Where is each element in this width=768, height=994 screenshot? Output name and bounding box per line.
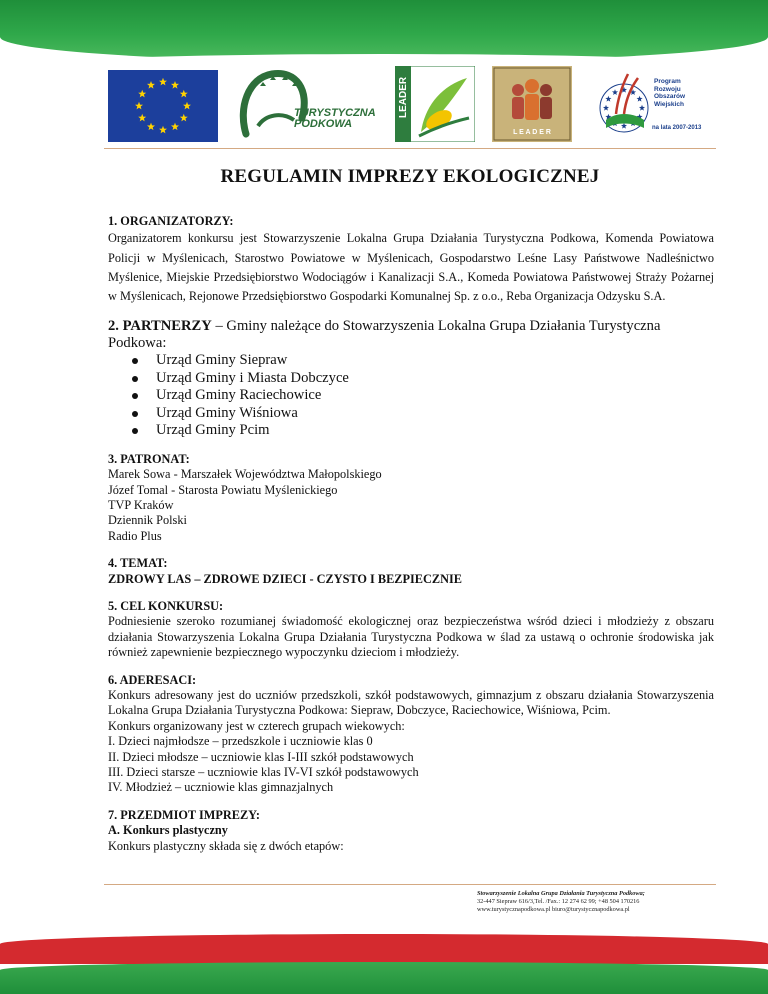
footer-contact: [477, 890, 713, 914]
leader-logo-icon: [395, 66, 475, 142]
subsection-heading: A. Konkurs plastyczny: [108, 823, 228, 838]
section-heading: 1. ORGANIZATORZY:: [108, 214, 234, 228]
footer-address: 32-447 Siepraw 616/3,Tel. /Fax.: 12 274 62 99; +48 504 170216: [477, 898, 640, 905]
list-item: II. Dzieci młodsze – uczniowie klas I-III szkół podstawowych: [108, 749, 414, 764]
list-item: Dziennik Polski: [108, 513, 187, 528]
eu-flag-icon: [108, 70, 218, 142]
section-topic: [108, 556, 714, 587]
section-patronage: [108, 452, 714, 544]
section-addressees: [108, 673, 714, 796]
footer-web: www.turystycznapodkowa.pl biuro@turystycznapodkowa.pl: [477, 906, 630, 913]
bottom-green-band: [0, 962, 768, 994]
partners-intro-text: – Gminy należące do Stowarzyszenia Lokalna Grupa Działania Turystyczna Podkowa:: [108, 318, 661, 352]
section-organizers: [108, 214, 714, 306]
list-item: Konkurs organizowany jest w czterech grupach wiekowych:: [108, 718, 405, 733]
prow-line4: Wiejskich: [654, 100, 684, 108]
header-rule: [104, 148, 716, 149]
section-text: Konkurs plastyczny składa się z dwóch etapów:: [108, 838, 344, 853]
top-green-band: [0, 0, 768, 62]
section-heading: 6. ADERESACI:: [108, 672, 197, 687]
section-heading: 5. CEL KONKURSU:: [108, 598, 224, 613]
prow-line3: Obszarów: [654, 93, 686, 100]
list-item: Urząd Gminy Raciechowice: [132, 387, 714, 405]
section-text: Podniesienie szeroko rozumianej świadomość ekologicznej oraz bezpieczeństwa wśród dzieci i młodzieży z obszaru działania Stowarzyszenia Lokalna Grupa Działania Turystyczna Podkowa w ślad za ustawą o ochronie środowiska jak również zapewnienie bezpiecznego wypoczynku dzieciom i młodzieży.: [108, 614, 714, 660]
document-body: [108, 214, 714, 866]
list-item: Radio Plus: [108, 528, 162, 543]
list-item: Marek Sowa - Marszałek Województwa Małopolskiego: [108, 467, 382, 482]
prow-years: na lata 2007-2013: [652, 125, 702, 131]
section-subject: [108, 808, 714, 854]
list-item: Urząd Gminy Pcim: [132, 422, 714, 440]
logo-strip: [108, 66, 718, 142]
footer-rule: [104, 884, 716, 885]
list-item: Józef Tomal - Starosta Powiatu Myślenickiego: [108, 482, 338, 497]
topic-text: ZDROWY LAS – ZDROWE DZIECI - CZYSTO I BEZPIECZNIE: [108, 571, 462, 586]
section-partners: [108, 318, 714, 440]
list-item: IV. Młodzież – uczniowie klas gimnazjalnych: [108, 780, 334, 795]
list-item: TVP Kraków: [108, 497, 174, 512]
leader-vertical-text: LEADER: [398, 76, 409, 118]
section-text: Organizatorem konkursu jest Stowarzyszenie Lokalna Grupa Działania Turystyczna Podkowa, Komenda Powiatowa Policji w Myślenicach, Starostwo Powiatowe w Myślenicach, Gospodarstwo Leśne Lasy Państwowe Nadleśnictwo Myślenice, Miejskie Przedsiębiorstwo Wodociągów i Kanalizacji S.A., Komeda Powiatowa Państwowej Straży Pożarnej w Myślenicach, Rejonowe Przedsiębiorstwo Gospodarki Komunalnej Sp. z o.o., Reba Organizacja Odzysku S.A.: [108, 231, 714, 304]
section-heading: 3. PATRONAT:: [108, 451, 190, 466]
list-item: I. Dzieci najmłodsze – przedszkole i uczniowie klas 0: [108, 734, 373, 749]
turystyczna-podkowa-text: [294, 108, 376, 130]
section-text: Konkurs adresowany jest do uczniów przedszkoli, szkół podstawowych, gimnazjum z obszaru działania Stowarzyszenia Lokalna Grupa Działania Turystyczna Podkowa: Siepraw, Dobczyce, Raciechowice, Wiśniowa, Pcim.: [108, 688, 714, 718]
section-goal: [108, 599, 714, 661]
prow-text: [654, 78, 685, 108]
horseshoe-icon: [236, 68, 376, 142]
partners-list: [108, 352, 714, 440]
list-item: Urząd Gminy i Miasta Dobczyce: [132, 370, 714, 388]
section-heading: 2. PARTNERZY: [108, 318, 212, 335]
tp-line1: TURYSTYCZNA: [294, 107, 376, 119]
list-item: III. Dzieci starsze – uczniowie klas IV-VI szkół podstawowych: [108, 765, 419, 780]
footer-org-name: Stowarzyszenie Lokalna Grupa Działania Turystyczna Podkowa;: [477, 890, 645, 897]
prow-line2: Rozwoju: [654, 85, 681, 93]
partners-intro: [108, 318, 714, 352]
prow-logo: [594, 68, 718, 142]
page-title: REGULAMIN IMPREZY EKOLOGICZNEJ: [220, 166, 600, 187]
list-item: Urząd Gminy Siepraw: [132, 352, 714, 370]
leader-people-logo-icon: [492, 66, 572, 142]
turystyczna-podkowa-logo: [236, 68, 376, 142]
section-heading: 4. TEMAT:: [108, 556, 168, 571]
section-heading: 7. PRZEDMIOT IMPREZY:: [108, 807, 261, 822]
list-item: Urząd Gminy Wiśniowa: [132, 405, 714, 423]
leader-people-text: L E A D E R: [513, 129, 551, 136]
bottom-red-band: [0, 934, 768, 964]
tp-line2: PODKOWA: [294, 118, 353, 130]
prow-line1: Program: [654, 78, 681, 85]
